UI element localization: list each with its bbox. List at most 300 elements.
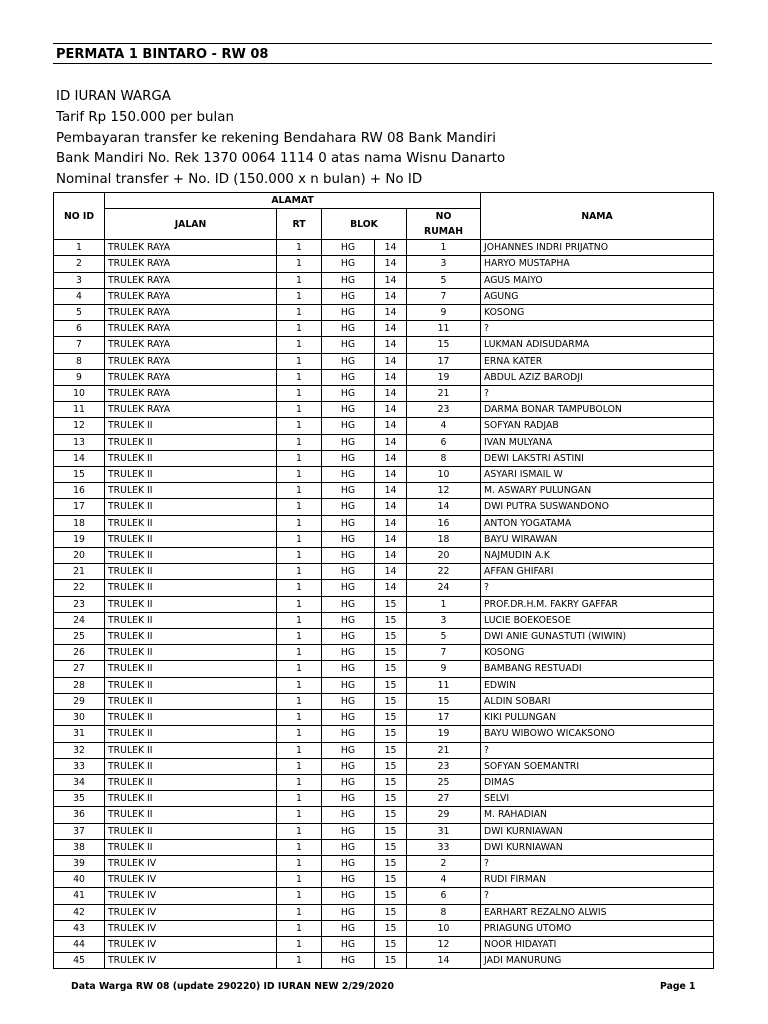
cell-blok: HG (322, 807, 375, 823)
cell-rt: 1 (277, 904, 322, 920)
cell-no-rumah: 23 (407, 402, 481, 418)
cell-blok: HG (322, 888, 375, 904)
cell-no-rumah: 8 (407, 904, 481, 920)
header-rt: RT (277, 209, 322, 240)
cell-nama: BAYU WIBOWO WICAKSONO (481, 726, 714, 742)
cell-blok: HG (322, 661, 375, 677)
cell-nama: NAJMUDIN A.K (481, 548, 714, 564)
cell-rt: 1 (277, 483, 322, 499)
cell-no-id: 3 (54, 272, 105, 288)
cell-no-id: 32 (54, 742, 105, 758)
cell-jalan: TRULEK II (105, 531, 277, 547)
cell-no-rumah: 5 (407, 272, 481, 288)
cell-blok-number: 14 (375, 337, 407, 353)
cell-no-rumah: 14 (407, 499, 481, 515)
intro-transfer-note: Nominal transfer + No. ID (150.000 x n bulan) + No ID (56, 172, 423, 188)
cell-rt: 1 (277, 288, 322, 304)
cell-rt: 1 (277, 596, 322, 612)
cell-nama: KIKI PULUNGAN (481, 710, 714, 726)
cell-blok-number: 14 (375, 548, 407, 564)
cell-blok-number: 15 (375, 904, 407, 920)
document-title: PERMATA 1 BINTARO - RW 08 (53, 43, 712, 64)
cell-no-rumah: 21 (407, 386, 481, 402)
cell-blok-number: 15 (375, 839, 407, 855)
cell-jalan: TRULEK IV (105, 904, 277, 920)
cell-jalan: TRULEK II (105, 418, 277, 434)
cell-blok-number: 14 (375, 418, 407, 434)
intro-tariff: Tarif Rp 150.000 per bulan (56, 109, 234, 125)
table-row (54, 256, 714, 272)
cell-no-id: 29 (54, 693, 105, 709)
cell-blok-number: 15 (375, 710, 407, 726)
cell-blok-number: 14 (375, 434, 407, 450)
cell-jalan: TRULEK RAYA (105, 288, 277, 304)
cell-no-id: 20 (54, 548, 105, 564)
table-row (54, 418, 714, 434)
header-nama: NAMA (481, 193, 714, 240)
cell-blok-number: 14 (375, 256, 407, 272)
cell-no-rumah: 11 (407, 321, 481, 337)
cell-blok-number: 15 (375, 693, 407, 709)
cell-blok-number: 15 (375, 807, 407, 823)
cell-blok: HG (322, 774, 375, 790)
cell-no-id: 6 (54, 321, 105, 337)
cell-blok-number: 15 (375, 677, 407, 693)
cell-nama: ALDIN SOBARI (481, 693, 714, 709)
cell-nama: DWI KURNIAWAN (481, 823, 714, 839)
cell-rt: 1 (277, 823, 322, 839)
cell-blok-number: 14 (375, 369, 407, 385)
cell-nama: EARHART REZALNO ALWIS (481, 904, 714, 920)
cell-blok: HG (322, 256, 375, 272)
cell-no-id: 44 (54, 936, 105, 952)
cell-rt: 1 (277, 564, 322, 580)
cell-nama: AGUNG (481, 288, 714, 304)
cell-blok-number: 14 (375, 353, 407, 369)
cell-blok: HG (322, 386, 375, 402)
cell-jalan: TRULEK II (105, 434, 277, 450)
cell-blok-number: 14 (375, 580, 407, 596)
table-row (54, 936, 714, 952)
cell-nama: ? (481, 321, 714, 337)
cell-jalan: TRULEK II (105, 791, 277, 807)
table-row (54, 531, 714, 547)
cell-rt: 1 (277, 256, 322, 272)
cell-nama: ASYARI ISMAIL W (481, 467, 714, 483)
cell-no-id: 28 (54, 677, 105, 693)
intro-block (56, 87, 716, 191)
cell-rt: 1 (277, 839, 322, 855)
cell-blok-number: 15 (375, 888, 407, 904)
cell-nama: DARMA BONAR TAMPUBOLON (481, 402, 714, 418)
table-row (54, 321, 714, 337)
table-row (54, 710, 714, 726)
cell-nama: NOOR HIDAYATI (481, 936, 714, 952)
cell-no-id: 31 (54, 726, 105, 742)
cell-nama: AGUS MAIYO (481, 272, 714, 288)
cell-jalan: TRULEK RAYA (105, 353, 277, 369)
cell-jalan: TRULEK IV (105, 920, 277, 936)
cell-no-rumah: 10 (407, 467, 481, 483)
cell-nama: M. RAHADIAN (481, 807, 714, 823)
cell-blok-number: 14 (375, 499, 407, 515)
cell-jalan: TRULEK IV (105, 888, 277, 904)
cell-jalan: TRULEK II (105, 839, 277, 855)
cell-nama: SELVI (481, 791, 714, 807)
header-alamat: ALAMAT (105, 193, 481, 209)
cell-rt: 1 (277, 337, 322, 353)
footer-page-number: Page 1 (660, 981, 696, 992)
cell-rt: 1 (277, 629, 322, 645)
cell-rt: 1 (277, 888, 322, 904)
cell-jalan: TRULEK II (105, 612, 277, 628)
cell-jalan: TRULEK RAYA (105, 369, 277, 385)
cell-blok: HG (322, 321, 375, 337)
cell-blok-number: 14 (375, 402, 407, 418)
cell-blok: HG (322, 305, 375, 321)
cell-no-rumah: 5 (407, 629, 481, 645)
cell-jalan: TRULEK RAYA (105, 305, 277, 321)
cell-no-id: 45 (54, 953, 105, 969)
cell-blok: HG (322, 499, 375, 515)
cell-no-id: 30 (54, 710, 105, 726)
cell-blok-number: 15 (375, 596, 407, 612)
table-row (54, 337, 714, 353)
cell-nama: LUKMAN ADISUDARMA (481, 337, 714, 353)
cell-blok: HG (322, 272, 375, 288)
cell-no-rumah: 8 (407, 450, 481, 466)
cell-blok: HG (322, 434, 375, 450)
cell-no-id: 18 (54, 515, 105, 531)
table-row (54, 677, 714, 693)
cell-rt: 1 (277, 612, 322, 628)
cell-no-id: 38 (54, 839, 105, 855)
cell-no-rumah: 6 (407, 888, 481, 904)
cell-rt: 1 (277, 369, 322, 385)
cell-no-rumah: 2 (407, 855, 481, 871)
cell-rt: 1 (277, 855, 322, 871)
cell-nama: ? (481, 742, 714, 758)
table-row (54, 450, 714, 466)
cell-no-rumah: 21 (407, 742, 481, 758)
cell-rt: 1 (277, 774, 322, 790)
cell-blok-number: 15 (375, 629, 407, 645)
cell-jalan: TRULEK II (105, 645, 277, 661)
cell-no-id: 21 (54, 564, 105, 580)
cell-no-id: 35 (54, 791, 105, 807)
cell-rt: 1 (277, 531, 322, 547)
cell-no-id: 26 (54, 645, 105, 661)
cell-nama: SOFYAN SOEMANTRI (481, 758, 714, 774)
table-row (54, 548, 714, 564)
cell-no-rumah: 19 (407, 369, 481, 385)
table-row (54, 402, 714, 418)
cell-jalan: TRULEK II (105, 564, 277, 580)
table-row (54, 742, 714, 758)
cell-nama: ? (481, 855, 714, 871)
cell-nama: IVAN MULYANA (481, 434, 714, 450)
cell-nama: JADI MANURUNG (481, 953, 714, 969)
cell-rt: 1 (277, 467, 322, 483)
cell-no-id: 19 (54, 531, 105, 547)
header-blok: BLOK (322, 209, 407, 240)
cell-blok-number: 15 (375, 855, 407, 871)
cell-no-id: 25 (54, 629, 105, 645)
cell-no-rumah: 17 (407, 353, 481, 369)
cell-blok-number: 15 (375, 936, 407, 952)
cell-blok: HG (322, 515, 375, 531)
table-row (54, 369, 714, 385)
cell-blok: HG (322, 872, 375, 888)
cell-blok-number: 14 (375, 240, 407, 256)
cell-rt: 1 (277, 418, 322, 434)
cell-no-id: 22 (54, 580, 105, 596)
cell-no-id: 24 (54, 612, 105, 628)
table-row (54, 661, 714, 677)
table-row (54, 774, 714, 790)
cell-no-rumah: 3 (407, 612, 481, 628)
cell-blok: HG (322, 418, 375, 434)
cell-jalan: TRULEK II (105, 807, 277, 823)
table-row (54, 467, 714, 483)
intro-payment-info: Pembayaran transfer ke rekening Bendahara RW 08 Bank Mandiri (56, 130, 496, 146)
cell-rt: 1 (277, 434, 322, 450)
table-row (54, 726, 714, 742)
cell-no-rumah: 19 (407, 726, 481, 742)
cell-blok: HG (322, 920, 375, 936)
cell-blok-number: 14 (375, 450, 407, 466)
cell-jalan: TRULEK II (105, 693, 277, 709)
cell-no-rumah: 9 (407, 661, 481, 677)
header-jalan: JALAN (105, 209, 277, 240)
cell-blok-number: 14 (375, 467, 407, 483)
cell-no-rumah: 33 (407, 839, 481, 855)
cell-jalan: TRULEK II (105, 580, 277, 596)
cell-rt: 1 (277, 953, 322, 969)
cell-blok-number: 15 (375, 872, 407, 888)
cell-no-rumah: 1 (407, 240, 481, 256)
cell-jalan: TRULEK RAYA (105, 272, 277, 288)
cell-no-id: 12 (54, 418, 105, 434)
cell-no-id: 8 (54, 353, 105, 369)
cell-no-id: 11 (54, 402, 105, 418)
cell-rt: 1 (277, 548, 322, 564)
cell-no-id: 27 (54, 661, 105, 677)
cell-blok-number: 14 (375, 386, 407, 402)
cell-no-rumah: 3 (407, 256, 481, 272)
cell-blok-number: 14 (375, 288, 407, 304)
cell-rt: 1 (277, 936, 322, 952)
table-row (54, 758, 714, 774)
cell-rt: 1 (277, 580, 322, 596)
table-row (54, 272, 714, 288)
cell-blok-number: 14 (375, 305, 407, 321)
cell-rt: 1 (277, 386, 322, 402)
cell-blok-number: 15 (375, 645, 407, 661)
table-row (54, 240, 714, 256)
cell-rt: 1 (277, 272, 322, 288)
cell-no-rumah: 22 (407, 564, 481, 580)
cell-no-rumah: 14 (407, 953, 481, 969)
cell-rt: 1 (277, 353, 322, 369)
cell-blok: HG (322, 629, 375, 645)
cell-no-rumah: 1 (407, 596, 481, 612)
cell-no-id: 37 (54, 823, 105, 839)
cell-nama: JOHANNES INDRI PRIJATNO (481, 240, 714, 256)
cell-no-rumah: 15 (407, 693, 481, 709)
header-no-id: NO ID (54, 193, 105, 240)
cell-jalan: TRULEK II (105, 629, 277, 645)
cell-jalan: TRULEK II (105, 515, 277, 531)
cell-blok-number: 15 (375, 953, 407, 969)
cell-jalan: TRULEK RAYA (105, 337, 277, 353)
cell-no-id: 23 (54, 596, 105, 612)
cell-no-id: 16 (54, 483, 105, 499)
cell-rt: 1 (277, 920, 322, 936)
cell-blok-number: 14 (375, 515, 407, 531)
cell-jalan: TRULEK II (105, 758, 277, 774)
cell-rt: 1 (277, 758, 322, 774)
table-row (54, 288, 714, 304)
cell-blok-number: 14 (375, 321, 407, 337)
cell-no-id: 17 (54, 499, 105, 515)
cell-blok: HG (322, 823, 375, 839)
footer-doc-info: Data Warga RW 08 (update 290220) ID IURAN NEW 2/29/2020 (71, 981, 394, 992)
cell-rt: 1 (277, 240, 322, 256)
cell-nama: PRIAGUNG UTOMO (481, 920, 714, 936)
table-row (54, 823, 714, 839)
cell-blok: HG (322, 353, 375, 369)
table-row (54, 596, 714, 612)
cell-nama: LUCIE BOEKOESOE (481, 612, 714, 628)
cell-nama: KOSONG (481, 305, 714, 321)
cell-nama: ABDUL AZIZ BARODJI (481, 369, 714, 385)
table-row (54, 904, 714, 920)
cell-no-id: 34 (54, 774, 105, 790)
cell-nama: KOSONG (481, 645, 714, 661)
cell-no-rumah: 7 (407, 288, 481, 304)
cell-blok-number: 15 (375, 661, 407, 677)
cell-nama: ERNA KATER (481, 353, 714, 369)
table-row (54, 807, 714, 823)
cell-no-rumah: 12 (407, 483, 481, 499)
intro-heading: ID IURAN WARGA (56, 89, 171, 104)
cell-blok-number: 15 (375, 742, 407, 758)
cell-no-rumah: 9 (407, 305, 481, 321)
cell-blok: HG (322, 467, 375, 483)
cell-nama: ? (481, 386, 714, 402)
table-row (54, 872, 714, 888)
cell-nama: SOFYAN RADJAB (481, 418, 714, 434)
cell-blok: HG (322, 645, 375, 661)
cell-blok-number: 15 (375, 774, 407, 790)
cell-no-rumah: 15 (407, 337, 481, 353)
cell-blok: HG (322, 855, 375, 871)
table-body (54, 240, 714, 969)
table-row (54, 386, 714, 402)
cell-no-id: 43 (54, 920, 105, 936)
cell-blok: HG (322, 742, 375, 758)
cell-nama: ? (481, 888, 714, 904)
cell-blok: HG (322, 693, 375, 709)
cell-nama: PROF.DR.H.M. FAKRY GAFFAR (481, 596, 714, 612)
cell-jalan: TRULEK II (105, 742, 277, 758)
table-row (54, 791, 714, 807)
cell-no-id: 9 (54, 369, 105, 385)
cell-blok: HG (322, 953, 375, 969)
cell-rt: 1 (277, 872, 322, 888)
cell-blok: HG (322, 483, 375, 499)
cell-jalan: TRULEK RAYA (105, 402, 277, 418)
cell-no-id: 14 (54, 450, 105, 466)
table-row (54, 920, 714, 936)
cell-no-rumah: 4 (407, 872, 481, 888)
cell-blok: HG (322, 369, 375, 385)
table-row (54, 515, 714, 531)
cell-blok: HG (322, 758, 375, 774)
cell-blok-number: 14 (375, 531, 407, 547)
cell-no-rumah: 25 (407, 774, 481, 790)
cell-jalan: TRULEK IV (105, 855, 277, 871)
cell-no-id: 36 (54, 807, 105, 823)
cell-no-rumah: 4 (407, 418, 481, 434)
cell-blok-number: 15 (375, 920, 407, 936)
cell-jalan: TRULEK II (105, 548, 277, 564)
cell-blok-number: 15 (375, 726, 407, 742)
cell-jalan: TRULEK RAYA (105, 386, 277, 402)
cell-nama: ANTON YOGATAMA (481, 515, 714, 531)
cell-blok: HG (322, 548, 375, 564)
cell-jalan: TRULEK II (105, 823, 277, 839)
table-row (54, 888, 714, 904)
cell-blok: HG (322, 839, 375, 855)
cell-no-rumah: 31 (407, 823, 481, 839)
cell-no-id: 33 (54, 758, 105, 774)
table-row (54, 839, 714, 855)
cell-jalan: TRULEK RAYA (105, 321, 277, 337)
cell-rt: 1 (277, 450, 322, 466)
cell-blok: HG (322, 240, 375, 256)
cell-no-rumah: 7 (407, 645, 481, 661)
cell-no-id: 40 (54, 872, 105, 888)
cell-no-id: 15 (54, 467, 105, 483)
cell-nama: EDWIN (481, 677, 714, 693)
cell-nama: DEWI LAKSTRI ASTINI (481, 450, 714, 466)
cell-nama: HARYO MUSTAPHA (481, 256, 714, 272)
cell-rt: 1 (277, 305, 322, 321)
cell-nama: DWI PUTRA SUSWANDONO (481, 499, 714, 515)
cell-rt: 1 (277, 742, 322, 758)
cell-nama: DWI KURNIAWAN (481, 839, 714, 855)
cell-jalan: TRULEK II (105, 677, 277, 693)
cell-jalan: TRULEK RAYA (105, 256, 277, 272)
cell-blok: HG (322, 580, 375, 596)
cell-rt: 1 (277, 677, 322, 693)
cell-blok: HG (322, 596, 375, 612)
table-row (54, 580, 714, 596)
cell-no-rumah: 12 (407, 936, 481, 952)
cell-no-rumah: 27 (407, 791, 481, 807)
cell-no-rumah: 17 (407, 710, 481, 726)
cell-nama: AFFAN GHIFARI (481, 564, 714, 580)
cell-rt: 1 (277, 515, 322, 531)
cell-jalan: TRULEK II (105, 661, 277, 677)
cell-rt: 1 (277, 726, 322, 742)
intro-bank-account: Bank Mandiri No. Rek 1370 0064 1114 0 atas nama Wisnu Danarto (56, 151, 506, 167)
cell-blok: HG (322, 564, 375, 580)
cell-nama: DIMAS (481, 774, 714, 790)
cell-jalan: TRULEK II (105, 467, 277, 483)
